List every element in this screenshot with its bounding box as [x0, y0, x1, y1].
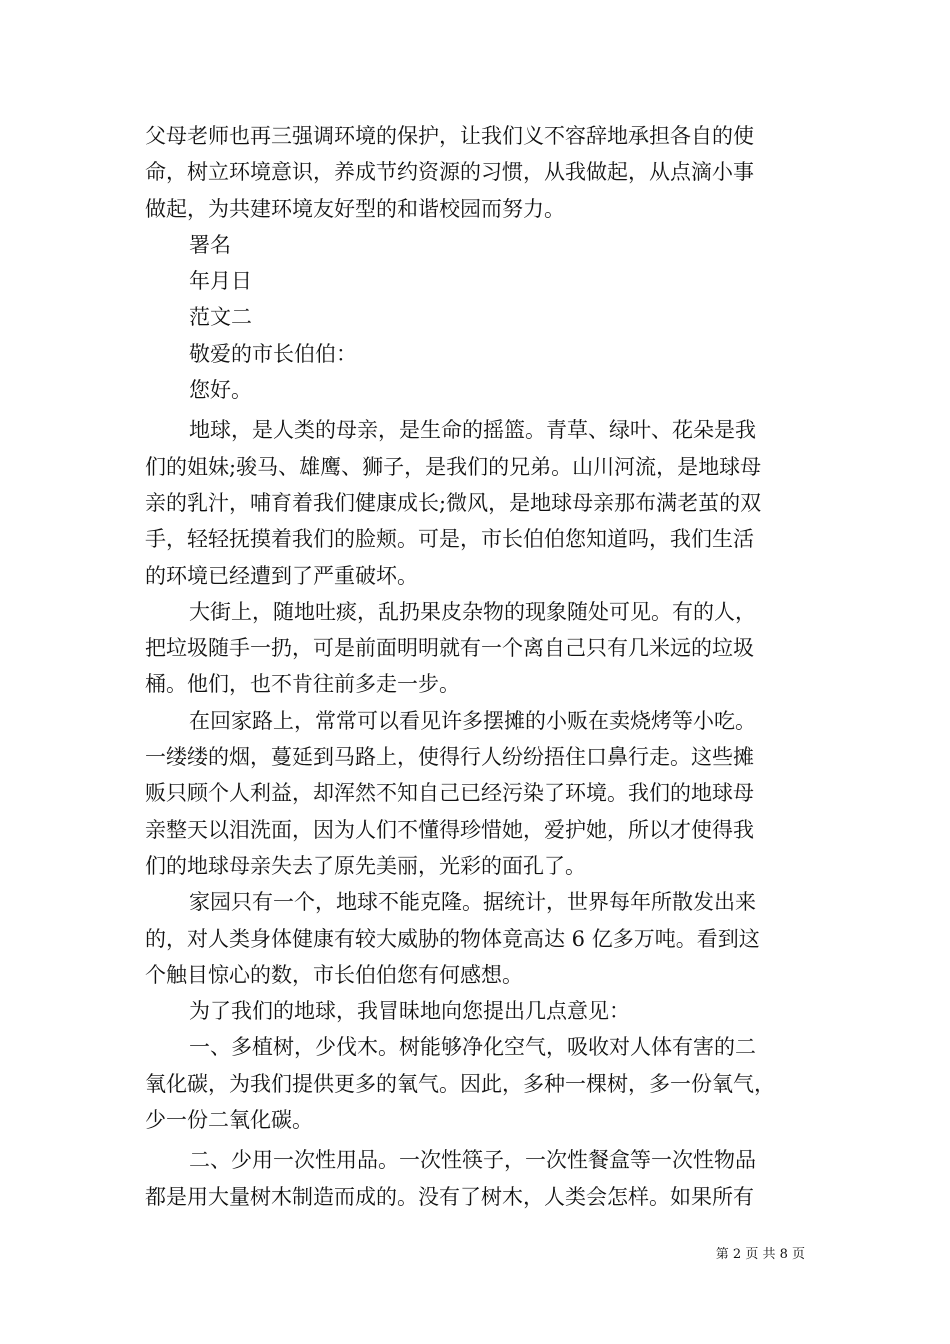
greeting [145, 372, 807, 408]
text-line: 地球，是人类的母亲，是生命的摇篮。青草、绿叶、花朵是我 [189, 418, 756, 443]
paragraph [145, 118, 807, 227]
text-line: 署名 [189, 232, 231, 257]
text-line: 都是用大量树木制造而成的。没有了树木，人类会怎样。如果所有 [145, 1184, 754, 1209]
paragraph [145, 993, 807, 1029]
paragraph [145, 1029, 807, 1138]
text-line: 亲整天以泪洗面，因为人们不懂得珍惜她，爱护她，所以才使得我 [145, 817, 754, 842]
text-line: 手，轻轻抚摸着我们的脸颊。可是，市长伯伯您知道吗，我们生活 [145, 527, 754, 552]
text-line: 贩只顾个人利益，却浑然不知自己已经污染了环境。我们的地球母 [145, 781, 754, 806]
text-line: 您好。 [189, 378, 252, 403]
text-line: 亲的乳汁，哺育着我们健康成长;微风，是地球母亲那布满老茧的双 [145, 490, 762, 515]
text-line: 家园只有一个，地球不能克隆。据统计，世界每年所散发出来 [189, 890, 756, 915]
text-line: 桶。他们，也不肯往前多走一步。 [145, 672, 460, 697]
text-line: 的，对人类身体健康有较大威胁的物体竟高达 6 亿多万吨。看到这 [145, 926, 760, 951]
date-line [145, 263, 807, 299]
paragraph [145, 594, 807, 703]
section-heading [145, 299, 807, 335]
text-line: 敬爱的市长伯伯： [189, 341, 357, 366]
paragraph [145, 884, 807, 993]
text-line: 做起，为共建环境友好型的和谐校园而努力。 [145, 196, 565, 221]
paragraph [145, 1142, 807, 1215]
text-line: 父母老师也再三强调环境的保护，让我们义不容辞地承担各自的使 [145, 124, 754, 148]
text-line: 把垃圾随手一扔，可是前面明明就有一个离自己只有几米远的垃圾 [145, 636, 754, 661]
page-number: 第 2 页 共 8 页 [715, 1247, 805, 1262]
paragraph [145, 412, 807, 593]
paragraph [145, 703, 807, 884]
text-line: 一缕缕的烟，蔓延到马路上，使得行人纷纷捂住口鼻行走。这些摊 [145, 745, 754, 770]
document-body [145, 118, 807, 1215]
signature-line [145, 227, 807, 263]
text-line: 范文二 [189, 305, 252, 330]
text-line: 为了我们的地球，我冒昧地向您提出几点意见： [189, 999, 630, 1024]
text-line: 一、多植树，少伐木。树能够净化空气，吸收对人体有害的二 [189, 1035, 756, 1060]
text-line: 在回家路上，常常可以看见许多摆摊的小贩在卖烧烤等小吃。 [189, 708, 756, 733]
text-line: 个触目惊心的数，市长伯伯您有何感想。 [145, 962, 523, 987]
text-line: 少一份二氧化碳。 [145, 1108, 313, 1133]
text-line: 氧化碳，为我们提供更多的氧气。因此，多种一棵树，多一份氧气， [145, 1071, 775, 1096]
text-line: 命，树立环境意识，养成节约资源的习惯，从我做起，从点滴小事 [145, 160, 754, 185]
text-line: 们的姐妹;骏马、雄鹰、狮子，是我们的兄弟。山川河流，是地球母 [145, 454, 762, 479]
text-line: 们的地球母亲失去了原先美丽，光彩的面孔了。 [145, 853, 586, 878]
text-line: 大街上，随地吐痰，乱扔果皮杂物的现象随处可见。有的人， [189, 599, 756, 624]
text-line: 的环境已经遭到了严重破坏。 [145, 563, 418, 588]
salutation [145, 336, 807, 372]
text-line: 年月日 [189, 269, 252, 294]
text-line: 二、少用一次性用品。一次性筷子，一次性餐盒等一次性物品 [189, 1148, 756, 1173]
